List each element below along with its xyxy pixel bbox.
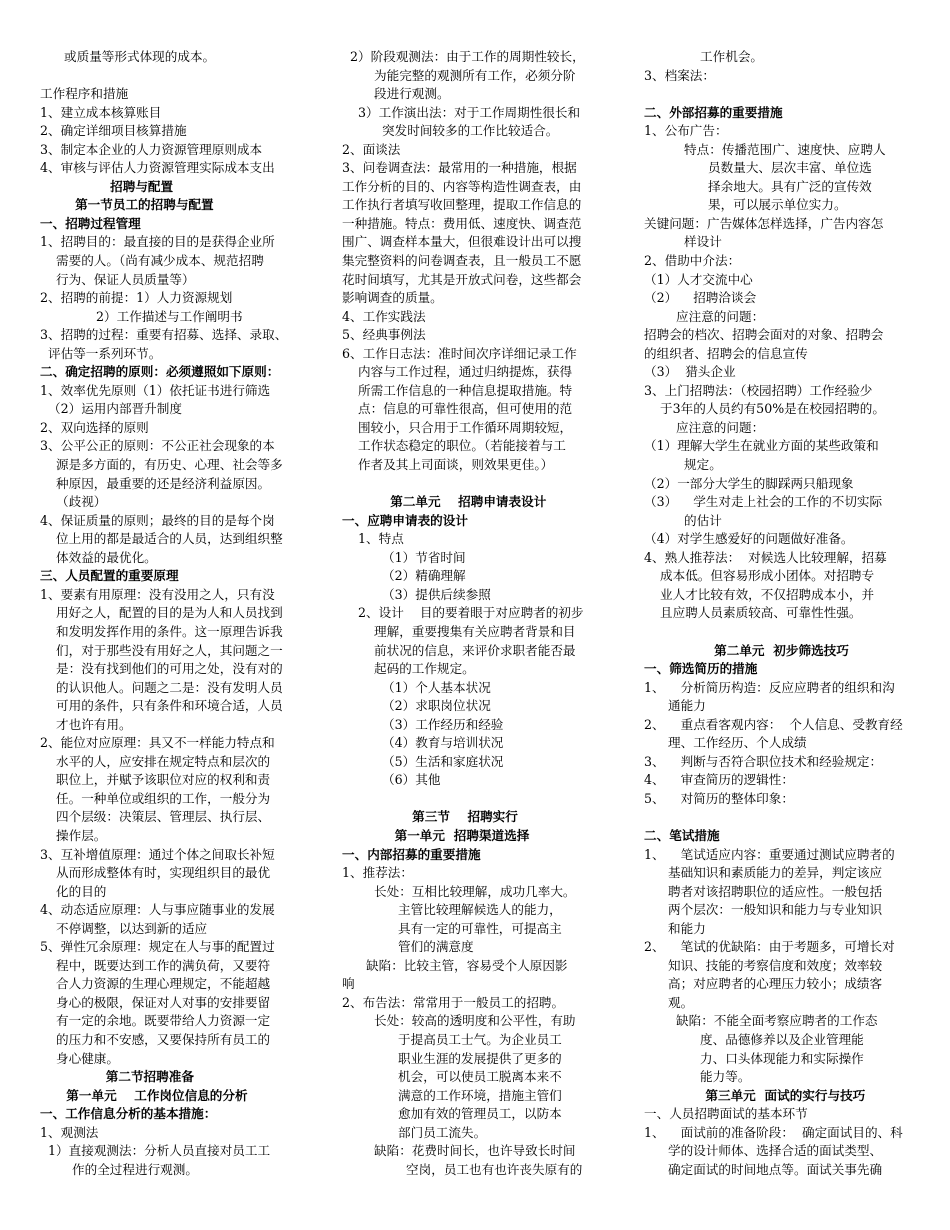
text-line: 招聘会的档次、招聘会面对的对象、招聘会: [644, 327, 884, 343]
text-line: 缺陷：花费时间长，也许导致长时间: [342, 1143, 576, 1159]
heading-line: 三、人员配置的重要原理: [40, 568, 179, 584]
text-line: 从而形成整体有时，实现组织目的最优: [40, 865, 271, 881]
text-line: 4、 审查简历的逻辑性：: [644, 772, 794, 788]
text-line: 的压力和不安感，又要保持所有员工的: [40, 1031, 271, 1047]
text-line: 所需工作信息的一种信息提取措施。特: [342, 382, 573, 398]
text-line: （歧视）: [40, 494, 107, 510]
text-line: 身心的极限，保证对人对事的安排要留: [40, 994, 271, 1010]
text-line: 3、互补增值原理：通过个体之间取长补短: [40, 846, 275, 862]
text-line: 1、 面试前的准备阶段： 确定面试目的、科: [644, 1124, 903, 1140]
text-line: 工作执行者填写收回整理，提取工作信息的: [342, 197, 582, 213]
text-line: 4、保证质量的原则；最终的目的是每个岗: [40, 512, 275, 528]
text-line: 为能完整的观测所有工作，必须分阶: [342, 67, 576, 83]
text-line: 样设计: [644, 234, 722, 250]
text-line: 1、招聘目的：最直接的目的是获得企业所: [40, 234, 275, 250]
text-line: 1、 分析简历构造：反应应聘者的组织和沟: [644, 679, 895, 695]
text-line: 管们的满意度: [342, 939, 474, 955]
text-line: 2、设计 目的要着眼于对应聘者的初步: [342, 605, 584, 621]
text-line: 5、经典事例法: [342, 327, 426, 343]
text-line: 两个层次：一般知识和能力与专业知识: [644, 902, 883, 918]
text-line: 缺陷：不能全面考察应聘者的工作态: [644, 1013, 878, 1029]
text-line: 空岗，员工也有也许丧失原有的: [342, 1161, 583, 1177]
text-line: （2）求职岗位状况: [342, 698, 491, 714]
heading-line: 二、确定招聘的原则：必须遵照如下原则：: [40, 364, 280, 380]
text-line: 2）阶段观测法：由于工作的周期性较长，: [342, 49, 585, 64]
text-line: 职业生涯的发展提供了更多的: [342, 1050, 562, 1066]
text-line: 能力等。: [644, 1069, 751, 1085]
text-line: 工作分析的目的、内容等构造性调查表，由: [342, 178, 582, 194]
text-line: 缺陷：比较主管，容易受个人原因影: [342, 957, 568, 973]
text-line: 3、上门招聘法：（校园招聘）工作经验少: [644, 382, 873, 398]
text-line: 1）直接观测法：分析人员直接对员工工: [40, 1143, 271, 1159]
text-line: 任。一种单位或组织的工作，一般分为: [40, 790, 271, 806]
text-line: 1、公布广告：: [644, 123, 728, 139]
text-line: 作者及其上司面谈，则效果更佳。）: [342, 457, 554, 473]
heading-line: 招聘与配置: [40, 178, 174, 194]
text-line: 化的目的: [40, 883, 107, 899]
text-line: 知识、技能的考察信度和效度；效率较: [644, 957, 883, 973]
text-line: 3）工作演出法：对于工作周期性很长和: [342, 104, 581, 120]
text-line: 2、布告法：常常用于一般员工的招聘。: [342, 994, 565, 1010]
text-line: 学的设计师体、选择合适的面试类型、: [644, 1143, 883, 1159]
text-line: 操作层。: [40, 827, 107, 843]
text-line: （1）理解大学生在就业方面的某些政策和: [644, 438, 879, 454]
text-line: 择余地大。具有广泛的宣传效: [644, 178, 872, 194]
text-line: 一种措施。特点：费用低、速度快、调查范: [342, 215, 582, 231]
heading-line: 一、筛选简历的措施: [644, 661, 758, 677]
text-line: （4）对学生感爱好的问题做好准备。: [644, 531, 854, 547]
text-column-right: [644, 48, 919, 1179]
heading-line: 一、应聘申请表的设计: [342, 512, 468, 528]
text-line: 工作机会。: [644, 49, 764, 64]
text-line: 3、档案法：: [644, 67, 715, 83]
text-line: 工作程序和措施: [40, 86, 129, 102]
text-line: 围较小，只合用于工作循环周期较短，: [342, 419, 573, 435]
text-line: 2、面谈法: [342, 141, 401, 157]
text-line: 4、动态适应原理：人与事应随事业的发展: [40, 902, 275, 918]
text-line: 2、 笔试的优缺陷：由于考题多，可增长对: [644, 939, 895, 955]
text-line: 位上用的都是最适合的人员，达到组织整: [40, 531, 283, 547]
text-line: 2、招聘的前提：1）人力资源规划: [40, 290, 233, 306]
text-line: [644, 808, 919, 827]
text-line: 的组织者、招聘会的信息宣传: [644, 345, 808, 361]
text-line: 2、借助中介法：: [644, 253, 741, 269]
text-line: 机会，可以使员工脱离本来不: [342, 1069, 562, 1085]
text-line: 4、熟人推荐法： 对候选人比较理解，招募: [644, 549, 887, 565]
text-line: （3） 学生对走上社会的工作的不切实际: [644, 494, 883, 510]
text-line: 一、人员招聘面试的基本环节: [644, 1106, 808, 1122]
text-line: 且应聘人员素质较高、可靠性性强。: [644, 605, 862, 621]
text-line: 集完整资料的问卷调查表，且一般员工不愿: [342, 253, 582, 269]
text-line: 果，可以展示单位实力。: [644, 197, 847, 213]
text-line: 2、能位对应原理：具又不一样能力特点和: [40, 735, 275, 751]
text-line: 主管比较理解候选人的能力，: [342, 902, 562, 918]
text-line: 成本低。但容易形成小团体。对招聘专: [644, 568, 875, 584]
text-line: （6）其他: [342, 772, 441, 788]
text-line: 1、推荐法：: [342, 865, 413, 881]
text-line: 具有一定的可靠性，可提高主: [342, 920, 562, 936]
text-line: 工作状态稳定的职位。（若能接着与工: [342, 438, 566, 454]
text-line: 4、工作实践法: [342, 308, 426, 324]
text-line: 2、双向选择的原则: [40, 419, 149, 435]
text-line: 水平的人，应安排在规定特点和层次的: [40, 753, 271, 769]
text-line: [342, 475, 624, 494]
heading-line: 一、内部招募的重要措施: [342, 846, 481, 862]
text-line: （1）个人基本状况: [342, 679, 491, 695]
text-line: 响: [342, 976, 355, 992]
text-line: 观。: [644, 994, 694, 1010]
text-line: 评估等一系列环节。: [40, 345, 162, 361]
text-line: 3、问卷调查法：最常用的一种措施，根据: [342, 160, 577, 176]
text-line: 确定面试的时间地点等。面试关事先确: [644, 1161, 883, 1177]
text-line: 种原因，最重要的还是经济利益原因。: [40, 475, 271, 491]
text-line: （2）运用内部晋升制度: [40, 401, 182, 417]
text-line: 1、 笔试适应内容：重要通过测试应聘者的: [644, 846, 895, 862]
text-line: [40, 67, 315, 86]
text-line: 基础知识和素质能力的差异，判定该应: [644, 865, 883, 881]
text-line: 1、要素有用原理：没有没用之人，只有没: [40, 586, 275, 602]
text-line: 点：信息的可靠性很高，但可使用的范: [342, 401, 573, 417]
text-line: 长处：互相比较理解，成功几率大。: [342, 883, 576, 899]
heading-line: 一、工作信息分析的基本措施：: [40, 1106, 217, 1122]
text-line: [644, 85, 919, 104]
text-line: 花时间填写，尤其是开放式问卷，这些都会: [342, 271, 582, 287]
text-line: 不停调整，以达到新的适应: [40, 920, 208, 936]
text-line: 段进行观测。: [342, 86, 450, 102]
text-line: 应注意的问题：: [644, 419, 765, 435]
text-line: （2） 招聘洽谈会: [644, 290, 757, 306]
heading-line: 第二单元 招聘申请表设计: [342, 494, 547, 510]
text-line: 有一定的余地。既要带给人力资源一定: [40, 1013, 271, 1029]
text-line: 关键问题：广告媒体怎样选择，广告内容怎: [644, 215, 884, 231]
text-line: 程中，既要达到工作的满负荷，又要符: [40, 957, 271, 973]
heading-line: 第三节 招聘实行: [342, 809, 518, 825]
text-line: 聘者对该招聘职位的适应性。一般包括: [644, 883, 883, 899]
text-line: 或质量等形式体现的成本。: [40, 49, 216, 64]
text-line: 和发明发挥作用的条件。这一原理告诉我: [40, 623, 283, 639]
text-line: （4）教育与培训状况: [342, 735, 504, 751]
text-line: 围广、调查样本量大，但很难设计出可以搜: [342, 234, 582, 250]
text-line: 需要的人。（尚有减少成本、规范招聘: [40, 253, 264, 269]
text-line: 行为、保证人员质量等）: [40, 271, 195, 287]
text-line: 度、品德修养以及企业管理能: [644, 1031, 864, 1047]
heading-line: 第一单元 工作岗位信息的分析: [40, 1087, 248, 1103]
text-line: 理、工作经历、个人成绩: [644, 735, 807, 751]
text-line: （5）生活和家庭状况: [342, 753, 504, 769]
heading-line: 第三单元 面试的实行与技巧: [644, 1087, 866, 1103]
heading-line: 第一节员工的招聘与配置: [40, 197, 214, 213]
text-line: 3、制定本企业的人力资源管理原则成本: [40, 141, 263, 157]
text-line: 突发时间较多的工作比较适合。: [342, 123, 559, 139]
text-line: 用好之人，配置的目的是为人和人员找到: [40, 605, 283, 621]
text-line: 理解，重要搜集有关应聘者背景和目: [342, 623, 576, 639]
text-line: 可用的条件，只有条件和环境合适，人员: [40, 698, 283, 714]
text-line: 高；对应聘者的心理压力较小；成绩客: [644, 976, 883, 992]
text-line: 愈加有效的管理员工，以防本: [342, 1106, 562, 1122]
text-line: 作的全过程进行观测。: [40, 1161, 198, 1177]
text-line: 特点：传播范围广、速度快、应聘人: [644, 141, 886, 157]
text-line: 1、效率优先原则（1）依托证书进行筛选: [40, 382, 271, 398]
text-line: （1）节省时间: [342, 549, 466, 565]
text-line: 影响调查的质量。: [342, 290, 443, 306]
text-line: 通能力: [644, 698, 706, 714]
text-line: 1、建立成本核算账目: [40, 104, 162, 120]
heading-line: 第一单元 招聘渠道选择: [342, 827, 530, 843]
text-line: 合人力资源的生理心理规定，不能超越: [40, 976, 271, 992]
text-line: （3）提供后续参照: [342, 586, 491, 602]
text-line: 长处：较高的透明度和公平性，有助: [342, 1013, 576, 1029]
text-line: （3）工作经历和经验: [342, 716, 504, 732]
text-line: 的认识他人。问题之二是：没有发明人员: [40, 679, 283, 695]
heading-line: 二、外部招募的重要措施: [644, 104, 783, 120]
text-line: （2）精确理解: [342, 568, 466, 584]
heading-line: 第二节招聘准备: [40, 1069, 194, 1085]
text-line: 于3年的人员约有50%是在校园招聘的。: [644, 401, 885, 417]
text-line: 6、工作日志法：准时间次序详细记录工作: [342, 345, 577, 361]
heading-line: 第二单元 初步筛选技巧: [644, 642, 849, 658]
heading-line: 一、招聘过程管理: [40, 215, 141, 231]
text-line: 力、口头体现能力和实际操作: [644, 1050, 864, 1066]
text-line: 和能力: [644, 920, 706, 936]
text-line: 部门员工流失。: [342, 1124, 487, 1140]
text-line: 的估计: [644, 512, 722, 528]
text-line: 1、特点: [342, 531, 404, 547]
text-line: 3、 判断与否符合职位技术和经验规定：: [644, 753, 883, 769]
text-line: （3） 猎头企业: [644, 364, 736, 380]
text-line: 2）工作描述与工作阐明书: [40, 308, 243, 324]
text-line: 员数量大、层次丰富、单位选: [644, 160, 872, 176]
text-line: 是：没有找到他们的可用之处，没有对的: [40, 661, 283, 677]
text-line: 业人才比较有效，不仅招聘成本小，并: [644, 586, 875, 602]
text-line: 3、公平公正的原则：不公正社会现象的本: [40, 438, 275, 454]
text-line: 于提高员工士气。为企业员工: [342, 1031, 562, 1047]
text-line: 5、 对简历的整体印象：: [644, 790, 794, 806]
heading-line: 二、笔试措施: [644, 827, 720, 843]
text-line: [644, 623, 919, 642]
text-line: 应注意的问题：: [644, 308, 765, 324]
text-column-left: [40, 48, 315, 1179]
text-line: 4、审核与评估人力资源管理实际成本支出: [40, 160, 275, 176]
text-line: （2）一部分大学生的脚踩两只船现象: [644, 475, 854, 491]
text-line: 体效益的最优化。: [40, 549, 157, 565]
text-line: 源是多方面的，有历史、心理、社会等多: [40, 457, 283, 473]
text-line: 1、观测法: [40, 1124, 99, 1140]
text-line: 们，对于那些没有用好之人，其问题之一: [40, 642, 283, 658]
text-line: 才也许有用。: [40, 716, 132, 732]
text-line: 身心健康。: [40, 1050, 119, 1066]
text-line: 2、确定详细项目核算措施: [40, 123, 187, 139]
text-line: 内容与工作过程，通过归纳提炼，获得: [342, 364, 573, 380]
text-line: 3、招聘的过程：重要有招募、选择、录取、: [40, 327, 288, 343]
text-line: 职位上，并赋予该职位对应的权利和责: [40, 772, 271, 788]
text-line: （1）人才交流中心: [644, 271, 753, 287]
text-line: 前状况的信息，来评价求职者能否最: [342, 642, 576, 658]
text-line: 起码的工作规定。: [342, 661, 475, 677]
text-line: 5、弹性冗余原理：规定在人与事的配置过: [40, 939, 275, 955]
text-column-middle: [342, 48, 624, 1179]
text-line: 2、 重点看客观内容： 个人信息、受教育经: [644, 716, 903, 732]
text-line: [342, 790, 624, 809]
text-line: 满意的工作环境，措施主管们: [342, 1087, 562, 1103]
text-line: 四个层级：决策层、管理层、执行层、: [40, 809, 271, 825]
text-line: 规定。: [644, 457, 722, 473]
